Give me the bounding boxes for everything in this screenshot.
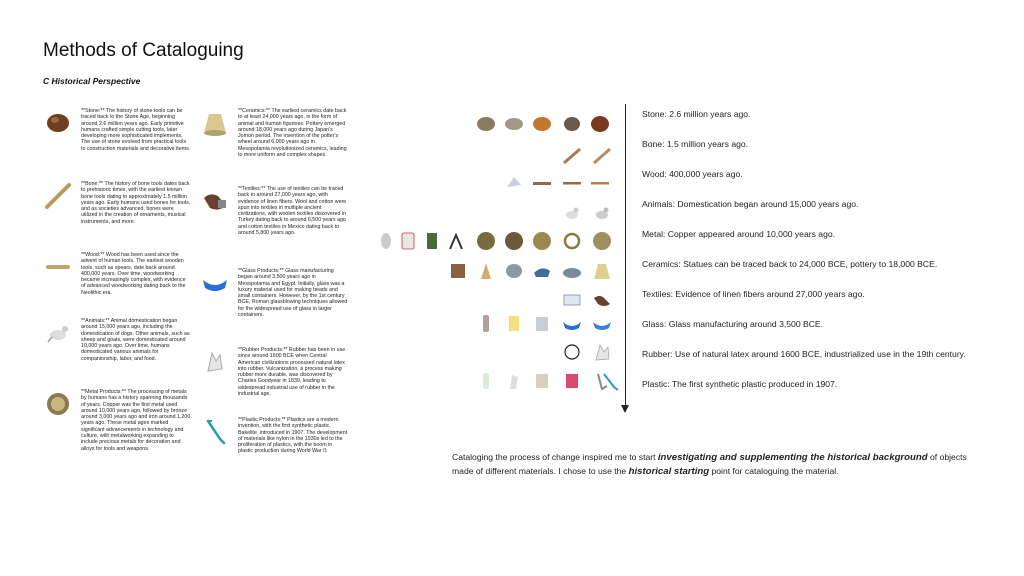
plastic-object-icon bbox=[562, 371, 582, 391]
stone-object-icon bbox=[562, 113, 582, 133]
timeline-animals: Animals: Domestication began around 15,000 years ago. bbox=[642, 199, 859, 209]
caption-text: point for cataloguing the material. bbox=[709, 465, 839, 476]
rubber-object-icon bbox=[592, 342, 612, 362]
wood-object-icon bbox=[504, 173, 524, 193]
entry-plastic bbox=[200, 417, 348, 455]
glass-object-icon bbox=[562, 313, 582, 333]
entry-text: **Plastic Products:** Plastics are a modern invention, with the first synthetic plastic, Bakelite, introduced in 1907. The development of materials like nylon in the 1930s led to the proliferation of plastics, with the boom in plastic production during World War II. bbox=[238, 417, 348, 455]
caption-text: Cataloging the process of change inspired me to start bbox=[452, 452, 658, 462]
wood-object-icon bbox=[590, 173, 610, 193]
caption-emphasis: investigating and supplementing the historical background bbox=[657, 452, 928, 463]
metal-object-icon bbox=[398, 231, 418, 251]
caption-text: of objects made of different materials. I chose to use the bbox=[452, 452, 967, 476]
entry-bone bbox=[43, 181, 191, 225]
ceramic-object-icon bbox=[476, 261, 496, 281]
rubber-icon bbox=[200, 347, 230, 377]
timeline-axis bbox=[625, 104, 626, 406]
entry-glass bbox=[200, 268, 348, 318]
wood-object-icon bbox=[532, 173, 552, 193]
metal-object-icon bbox=[446, 231, 466, 251]
wood-icon bbox=[43, 252, 73, 282]
textile-object-icon bbox=[562, 290, 582, 310]
plastic-object-icon bbox=[504, 371, 524, 391]
glass-object-icon bbox=[592, 313, 612, 333]
metal-object-icon bbox=[504, 231, 524, 251]
timeline-metal: Metal: Copper appeared around 10,000 years ago. bbox=[642, 229, 836, 239]
timeline-plastic: Plastic: The first synthetic plastic produced in 1907. bbox=[642, 379, 838, 389]
rubber-object-icon bbox=[562, 342, 582, 362]
glass-object-icon bbox=[532, 313, 552, 333]
entry-text: **Animals:** Animal domestication began around 15,000 years ago, including the domestication of dogs. Other animals, such as sheep and goats, were domesticated around 10,000 years ago. Over time, humans domesticated various animals for companionship, labor, and food. bbox=[81, 318, 190, 362]
page-title: Methods of Cataloguing bbox=[43, 40, 244, 61]
caption-emphasis: historical starting bbox=[628, 465, 710, 477]
wood-object-icon bbox=[562, 173, 582, 193]
stone-object-icon bbox=[476, 113, 496, 133]
timeline-textiles: Textiles: Evidence of linen fibers around 27,000 years ago. bbox=[642, 289, 865, 299]
timeline-ceramics: Ceramics: Statues can be traced back to 24,000 BCE, pottery to 18,000 BCE. bbox=[642, 259, 938, 269]
bone-object-icon bbox=[562, 145, 582, 165]
metal-object-icon bbox=[376, 231, 396, 251]
ceramic-object-icon bbox=[448, 261, 468, 281]
metal-object-icon bbox=[592, 231, 612, 251]
plastic-object-icon bbox=[476, 371, 496, 391]
plastic-object-icon bbox=[600, 371, 620, 391]
entry-text: **Ceramics:** The earliest ceramics date back to at least 24,000 years ago, in the form of animal and human figurines. Pottery emerged around 18,000 years ago during Japan's Jomon period. The invention of the potter's wheel around 6,000 years ago in Mesopotamia revolutionized ceramics, leading to more uniform and complex shapes. bbox=[238, 108, 347, 159]
glass-icon bbox=[200, 268, 230, 298]
entry-text: **Metal Products:** The processing of metals by humans has a history spanning thousands of years. Copper was the first metal used around 10,000 years ago, followed by bronze around 3,000 years ago and iron around 1,200 years ago. These metal ages marked significant advancements in technology and culture, with metalworking expanding to include precious metals for decoration and alloys for tools and weapons. bbox=[81, 389, 191, 452]
bone-icon bbox=[43, 181, 73, 211]
ceramic-icon bbox=[200, 108, 230, 138]
stone-object-icon bbox=[590, 113, 610, 133]
metal-object-icon bbox=[562, 231, 582, 251]
stone-icon bbox=[43, 108, 73, 138]
timeline-bone: Bone: 1.5 million years ago. bbox=[642, 139, 749, 149]
entry-text: **Stone:** The history of stone tools can be traced back to the Stone Age, beginning around 2.6 million years ago. Early primitive humans crafted simple cutting tools, later developing more sophisticated implements. The use of stone evolved from practical tools to construction materials and decorative items. bbox=[81, 108, 191, 152]
entry-text: **Wood:** Wood has been used since the advent of human tools. The earliest wooden tools, such as spears, date back around 400,000 years. Over time, woodworking became increasingly complex, with evidence of advanced woodworking dating back to the Neolithic era. bbox=[81, 252, 186, 296]
metal-object-icon bbox=[422, 231, 442, 251]
glass-object-icon bbox=[504, 313, 524, 333]
textile-object-icon bbox=[592, 290, 612, 310]
entry-wood bbox=[43, 252, 191, 296]
stone-object-icon bbox=[504, 113, 524, 133]
entry-rubber bbox=[200, 347, 348, 397]
plastic-icon bbox=[200, 417, 230, 447]
ceramic-object-icon bbox=[532, 261, 552, 281]
caption-paragraph bbox=[452, 451, 982, 478]
entry-textiles bbox=[200, 186, 348, 236]
entry-animals bbox=[43, 318, 191, 362]
timeline-wood: Wood: 400,000 years ago. bbox=[642, 169, 743, 179]
timeline-glass: Glass: Glass manufacturing around 3,500 BCE. bbox=[642, 319, 824, 329]
textile-icon bbox=[200, 186, 230, 216]
animal-object-icon bbox=[562, 203, 582, 223]
entry-stone bbox=[43, 108, 191, 152]
metal-object-icon bbox=[476, 231, 496, 251]
entry-text: **Rubber Products:** Rubber has been in use since around 1600 BCE when Central American civilizations processed natural latex into rubber. Vulcanization, a process making rubber more durable, was discovered by Charles Goodyear in 1839, leading to widespread industrial use of rubber in the industrial age. bbox=[238, 347, 346, 398]
timeline-stone: Stone: 2.6 million years ago. bbox=[642, 109, 751, 119]
animal-object-icon bbox=[592, 203, 612, 223]
animal-icon bbox=[43, 318, 73, 348]
stone-object-icon bbox=[532, 113, 552, 133]
entry-text: **Textiles:** The use of textiles can be traced back to around 27,000 years ago, with evidence of linen fibers. Wool and cotton were spun into textiles in multiple ancient civilizations, with woolen textiles discovered in Turkey dating back to around 6,500 years ago and cotton textiles in Mexico dating back to around 5,800 years ago. bbox=[238, 186, 347, 237]
ceramic-object-icon bbox=[504, 261, 524, 281]
ceramic-object-icon bbox=[592, 261, 612, 281]
ceramic-object-icon bbox=[562, 261, 582, 281]
metal-icon bbox=[43, 389, 73, 419]
bone-object-icon bbox=[592, 145, 612, 165]
glass-object-icon bbox=[476, 313, 496, 333]
entry-metal bbox=[43, 389, 191, 452]
timeline-rubber: Rubber: Use of natural latex around 1600 BCE, industrialized use in the 19th century. bbox=[642, 349, 966, 359]
page-subtitle: C Historical Perspective bbox=[43, 76, 141, 86]
entry-ceramics bbox=[200, 108, 348, 158]
entry-text: **Bone:** The history of bone tools dates back to prehistoric times, with the earliest known bone tools dating to approximately 1.5 million years ago. Early humans used bones for tools, and as societies advanced, bones were utilized in the creation of ornaments, musical instruments, and more. bbox=[81, 181, 191, 225]
entry-text: **Glass Products:** Glass manufacturing began around 3,500 years ago in Mesopotamia and Egypt. Initially, glass was a luxury material used for making beads and small containers. However, by the 1st century BCE, Roman glassblowing techniques allowed for the widespread use of glass in larger containers. bbox=[238, 268, 348, 319]
metal-object-icon bbox=[532, 231, 552, 251]
timeline-arrow bbox=[621, 405, 629, 413]
plastic-object-icon bbox=[532, 371, 552, 391]
